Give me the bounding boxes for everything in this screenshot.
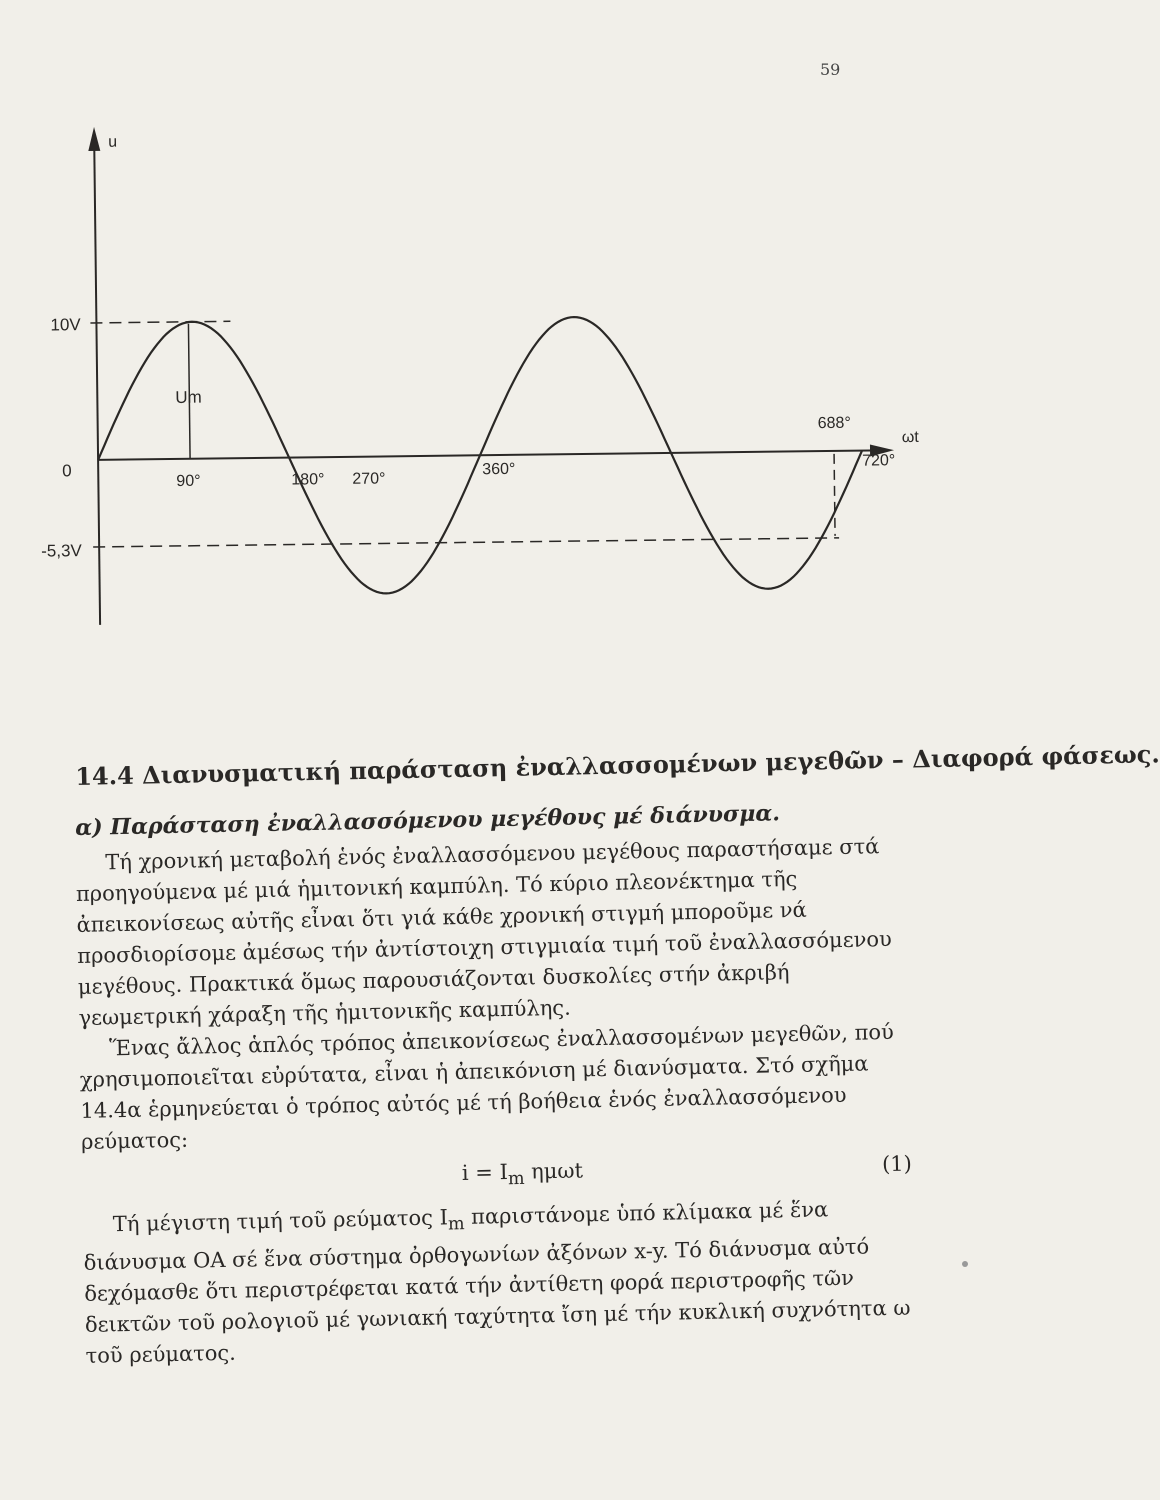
x-axis-label: ωt <box>901 428 919 447</box>
y-tick-minus-5-3v: -5,3V <box>41 541 82 561</box>
x-axis <box>98 450 880 460</box>
x-tick-720: 720° <box>862 452 896 470</box>
x-tick-90: 90° <box>176 472 201 490</box>
equation-lhs: i = I <box>461 1160 509 1185</box>
ref-line-688 <box>834 454 835 536</box>
sine-wave-figure <box>0 0 1005 640</box>
x-tick-270: 270° <box>352 470 386 488</box>
y-axis-label: u <box>108 133 118 151</box>
paragraph-3-subscript: m <box>447 1214 465 1235</box>
paragraph-2: Ἕνας ἄλλος ἁπλός τρόπος ἀπεικονίσεως ἐναλλασσομένων μεγεθῶν, πού χρησιμοποιεῖται εὐρύτατα, εἶναι ἡ ἀπεικόνιση μέ διανύσματα. Στό σχῆμα 14.4α ἑρμηνεύεται ὁ τρόπος αὐτός μέ τή βοήθεια ἑνός ἐναλλασσόμενου ρεύματος: <box>79 1019 895 1154</box>
paragraph-1: Τή χρονική μεταβολή ἑνός ἐναλλασσόμενου μεγέθους παραστήσαμε στά προηγούμενα μέ μιά ἡμιτονική καμπύλη. Τό κύριο πλεονέκτημα τῆς ἀπεικονίσεως αὐτῆς εἶναι ὅτι γιά κάθε χρονική στιγμή μποροῦμε νά προσδιορίσομε ἀμέσως τήν ἀντίστοιχη στιγμιαία τιμή τοῦ ἐναλλασσόμενου μεγέθους. Πρακτικά ὅμως παρουσιάζονται δυσκολίες στήν ἀκριβή γεωμετρική χάραξη τῆς ἡμιτονικῆς καμπύλης. <box>75 834 892 1030</box>
page-number: 59 <box>820 60 841 79</box>
paragraph-3-end: παριστάνομε ὑπό κλίμακα μέ ἕνα διάνυσμα ΟΑ σέ ἕνα σύστημα ὀρθογωνίων ἀξόνων x-y. Τό διάνυσμα αὐτό δεχόμασθε ὅτι περιστρέφεται κατά τήν ἀντίθετη φορά περιστροφῆς τῶν δεικτῶν τοῦ ρολογιοῦ μέ γωνιακή ταχύτητα ἴση μέ τήν κυκλική συχνότητα ω τοῦ ρεύματος. <box>83 1197 911 1369</box>
paragraph-3 <box>83 1193 916 1373</box>
equation <box>462 1155 584 1196</box>
chart-series-line <box>96 314 863 597</box>
y-axis-arrow-icon <box>88 127 100 151</box>
section-heading: 14.4 Διανυσματική παράσταση ἐναλλασσομένων μεγεθῶν – Διαφορά φάσεως. <box>75 739 1160 791</box>
ref-line-10v <box>90 321 230 323</box>
subsection-heading: α) Παράσταση ἐναλλασσόμενου μεγέθους μέ διάνυσμα. <box>75 800 781 841</box>
equation-rhs: ημωt <box>524 1158 584 1184</box>
ref-line-minus-5-3v <box>93 538 839 547</box>
amplitude-label: Um <box>175 387 202 407</box>
margin-dot <box>962 1261 968 1267</box>
y-tick-10v: 10V <box>50 315 81 335</box>
equation-subscript: m <box>507 1168 525 1190</box>
paragraph-3-start: Τή μέγιστη τιμή τοῦ ρεύματος I <box>112 1205 449 1237</box>
equation-number: (1) <box>881 1151 913 1177</box>
x-tick-688: 688° <box>817 414 851 433</box>
x-tick-360: 360° <box>482 460 516 479</box>
body-text <box>75 831 916 1372</box>
y-axis <box>94 145 100 625</box>
x-tick-180: 180° <box>291 471 325 489</box>
y-tick-0: 0 <box>62 461 72 481</box>
